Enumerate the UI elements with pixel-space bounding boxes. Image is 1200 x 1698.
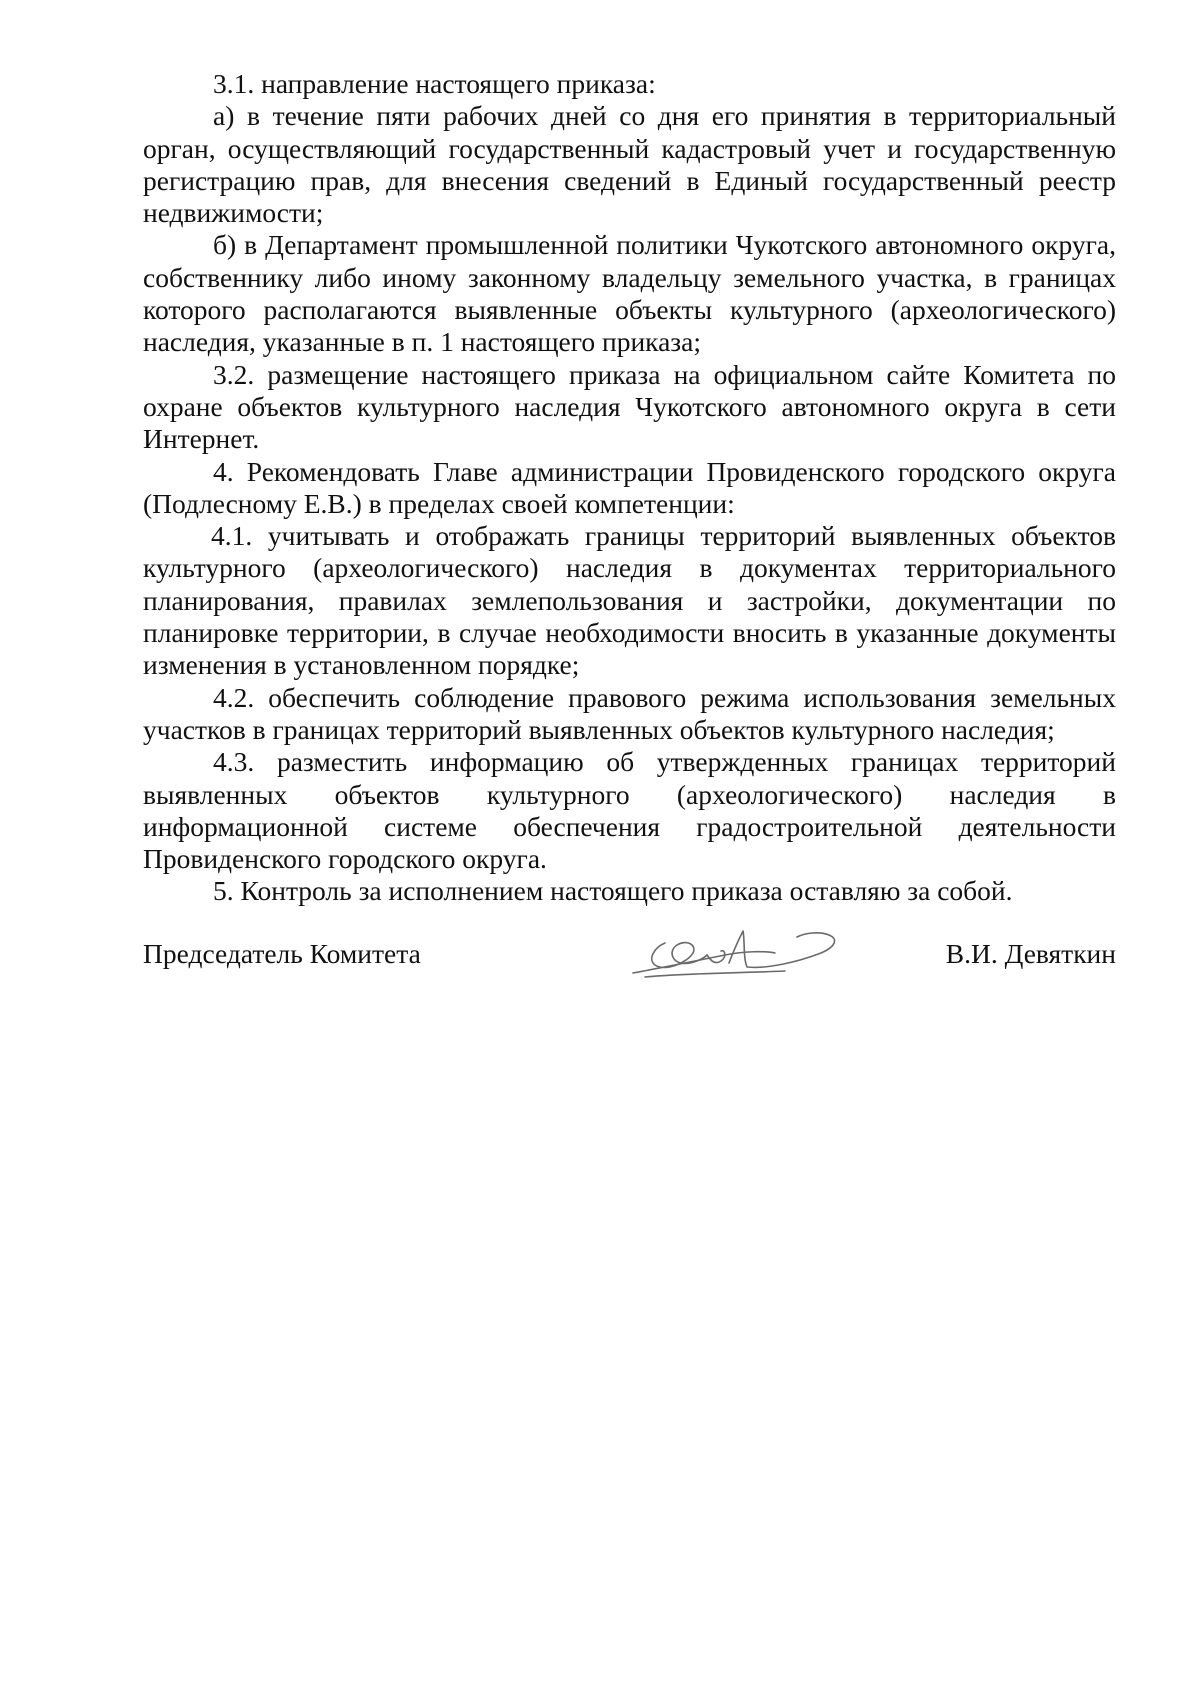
- paragraph-4: 4. Рекомендовать Главе администрации Провиденского городского округа (Подлесному Е.В.) в пределах своей компетенции:: [143, 455, 1116, 519]
- paragraph-3-1-a: а) в течение пяти рабочих дней со дня его принятия в территориальный орган, осуществляющий государственный кадастровый учет и государственную регистрацию прав, для внесения сведений в Единый государственный реестр недвижимости;: [143, 100, 1116, 229]
- paragraph-3-1: 3.1. направление настоящего приказа:: [213, 68, 656, 99]
- paragraph-4-2: 4.2. обеспечить соблюдение правового режима использования земельных участков в границах территорий выявленных объектов культурного наследия;: [143, 681, 1116, 745]
- paragraph-3-2: 3.2. размещение настоящего приказа на официальном сайте Комитета по охране объектов культурного наследия Чукотского автономного округа в сети Интернет.: [143, 358, 1116, 455]
- paragraph-3-1-b: б) в Департамент промышленной политики Чукотского автономного округа, собственнику либо иному законному владельцу земельного участка, в границах которого располагаются выявленные объекты культурного (археологического) наследия, указанные в п. 1 настоящего приказа;: [143, 229, 1116, 358]
- paragraph-4-1: 4.1. учитывать и отображать границы территорий выявленных объектов культурного (археологического) наследия в документах территориального планирования, правилах землепользования и застройки, документации по планировке территории, в случае необходимости вносить в указанные документы изменения в установленном порядке;: [143, 520, 1116, 681]
- paragraph-5: 5. Контроль за исполнением настоящего приказа оставляю за собой.: [213, 875, 1013, 907]
- paragraph-4-3: 4.3. разместить информацию об утвержденных границах территорий выявленных объектов культурного (археологического) наследия в информационной системе обеспечения градостроительной деятельности Провиденского городского округа.: [143, 746, 1116, 875]
- signatory-name: В.И. Девяткин: [945, 938, 1116, 969]
- document-body: [143, 68, 1116, 908]
- signatory-title: Председатель Комитета: [143, 938, 421, 969]
- handwritten-signature-image: [625, 915, 855, 985]
